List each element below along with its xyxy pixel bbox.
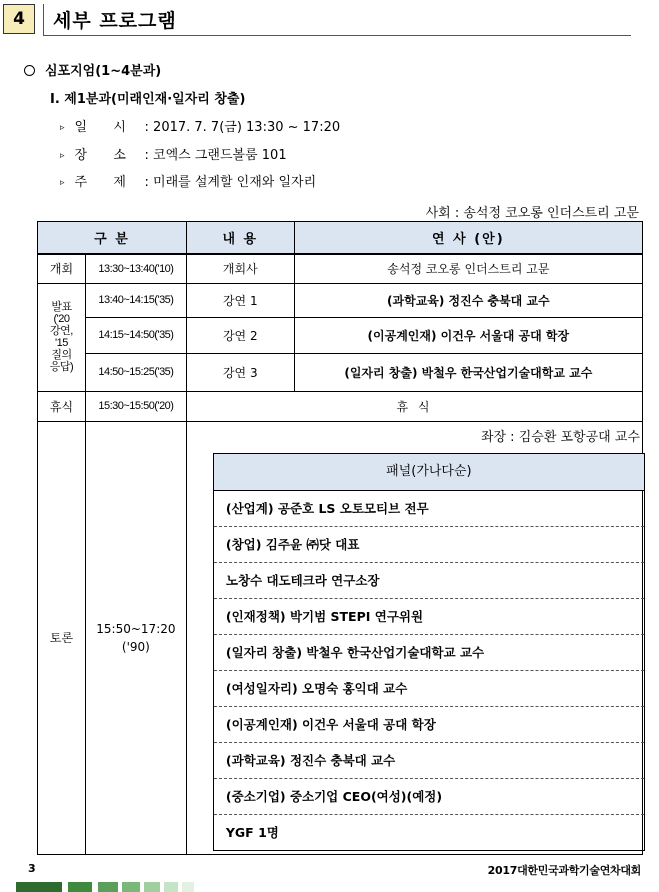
footer-org-name: 2017대한민국과학기술연차대회 — [487, 864, 641, 877]
circle-bullet-icon — [24, 65, 35, 76]
header-content: 내 용 — [186, 222, 294, 255]
detail-value: 미래를 설계할 인재와 일자리 — [153, 175, 317, 190]
cell-time: 13:40~14:15('35) — [85, 283, 186, 317]
cell-break-content: 휴 식 — [186, 391, 642, 421]
list-item: (과학교육) 정진수 충북대 교수 — [214, 743, 644, 779]
list-item: (이공계인재) 이건우 서울대 공대 학장 — [214, 707, 644, 743]
triangle-bullet-icon: ▹ — [60, 151, 65, 161]
cell-time: 14:15~14:50('35) — [85, 317, 186, 353]
category-line: ('20 — [53, 313, 70, 325]
footer-bar — [144, 882, 160, 892]
program-table — [37, 221, 643, 855]
discussion-panel-area — [187, 422, 642, 854]
table-row — [38, 283, 643, 317]
section-header — [3, 4, 631, 36]
category-line: 발표 — [51, 301, 72, 313]
category-line: 강연, — [50, 325, 73, 337]
page-number: 3 — [28, 862, 36, 875]
detail-label: 일 시 — [74, 120, 132, 135]
detail-place: ▹ 장 소 : 코엑스 그랜드볼룸 101 — [60, 144, 287, 163]
symposium-heading-text: 심포지엄(1~4분과) — [45, 64, 162, 79]
header-category: 구 분 — [38, 222, 187, 255]
cell-content: 강연 1 — [186, 283, 294, 317]
panel-list — [213, 453, 645, 851]
header-speaker: 연 사 (안) — [294, 222, 642, 255]
table-row — [38, 317, 643, 353]
category-line: 질의 — [51, 349, 72, 361]
cell-category: 휴식 — [38, 391, 86, 421]
table-row — [38, 391, 643, 421]
table-row — [38, 353, 643, 391]
moderator-note: 사회 : 송석정 코오롱 인더스트리 고문 — [425, 206, 639, 221]
list-item: (일자리 창출) 박철우 한국산업기술대학교 교수 — [214, 635, 644, 671]
cell-discussion — [186, 421, 642, 854]
list-item: (인재정책) 박기범 STEPI 연구위원 — [214, 599, 644, 635]
symposium-heading — [24, 60, 161, 79]
detail-label: 주 제 — [74, 175, 132, 190]
cell-speaker: (과학교육) 정진수 충북대 교수 — [294, 283, 642, 317]
session-title: Ⅰ. 제1분과(미래인재·일자리 창출) — [50, 92, 246, 107]
footer-bar — [68, 882, 92, 892]
footer-bar — [182, 882, 194, 892]
panel-title: 패널(가나다순) — [214, 454, 644, 491]
cell-time — [85, 421, 186, 854]
category-line: 응답) — [49, 361, 74, 373]
section-title: 세부 프로그램 — [53, 10, 177, 32]
detail-label: 장 소 — [74, 148, 132, 163]
cell-time: 15:30~15:50('20) — [85, 391, 186, 421]
cell-time: 13:30~13:40('10) — [85, 254, 186, 283]
table-row — [38, 421, 643, 854]
list-item: YGF 1명 — [225, 824, 279, 840]
cell-content: 강연 2 — [186, 317, 294, 353]
cell-content: 강연 3 — [186, 353, 294, 391]
header-divider — [43, 4, 44, 36]
list-item: (중소기업) 중소기업 CEO(여성)(예정) — [214, 779, 644, 815]
list-item: (산업계) 공준호 LS 오토모티브 전무 — [214, 491, 644, 527]
cell-speaker: (일자리 창출) 박철우 한국산업기술대학교 교수 — [294, 353, 642, 391]
table-row — [38, 254, 643, 283]
cell-category: 개회 — [38, 254, 86, 283]
cell-time: 14:50~15:25('35) — [85, 353, 186, 391]
footer-bar — [164, 882, 178, 892]
section-number: 4 — [3, 4, 35, 34]
discussion-time: 15:50~17:20 — [96, 621, 176, 636]
list-item: (창업) 김주윤 ㈜닷 대표 — [214, 527, 644, 563]
detail-theme: ▹ 주 제 : 미래를 설계할 인재와 일자리 — [60, 171, 316, 190]
header-underline — [43, 35, 631, 36]
cell-content: 개회사 — [186, 254, 294, 283]
cell-speaker: (이공계인재) 이건우 서울대 공대 학장 — [294, 317, 642, 353]
table-header-row — [38, 222, 643, 255]
footer-bar — [98, 882, 118, 892]
footer-bar — [122, 882, 140, 892]
cell-category: 토론 — [38, 421, 86, 854]
discussion-duration: ('90) — [121, 639, 150, 654]
category-line: '15 — [55, 337, 68, 349]
triangle-bullet-icon: ▹ — [60, 123, 65, 133]
detail-date: ▹ 일 시 : 2017. 7. 7(금) 13:30 ~ 17:20 — [60, 116, 340, 135]
triangle-bullet-icon: ▹ — [60, 178, 65, 188]
list-item: 노창수 대도테크라 연구소장 — [214, 563, 644, 599]
chair-note: 좌장 : 김승환 포항공대 교수 — [480, 429, 640, 445]
detail-value: 코엑스 그랜드볼룸 101 — [153, 148, 287, 163]
detail-value: 2017. 7. 7(금) 13:30 ~ 17:20 — [153, 120, 341, 135]
cell-speaker: 송석정 코오롱 인더스트리 고문 — [294, 254, 642, 283]
list-item: (여성일자리) 오명숙 홍익대 교수 — [214, 671, 644, 707]
footer-bar — [16, 882, 62, 892]
cell-presentation-category — [38, 283, 86, 391]
